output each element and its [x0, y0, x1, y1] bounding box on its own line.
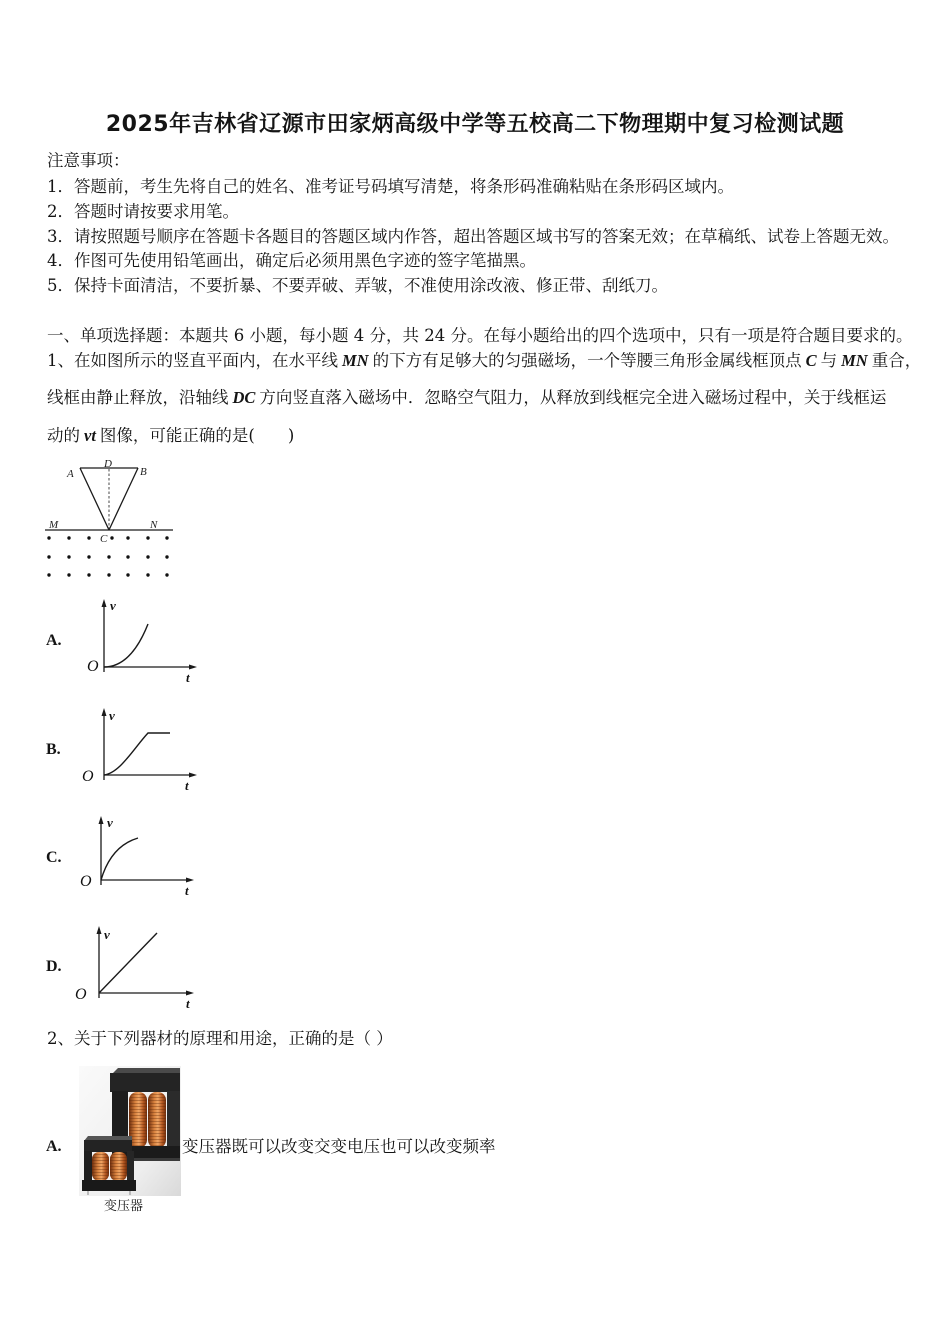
variable-mn: MN [841, 351, 868, 370]
vt-curve [101, 838, 138, 880]
magnetic-field-dots [47, 536, 168, 576]
origin-label: O [87, 658, 99, 675]
v-label: v [110, 598, 116, 613]
vt-graph-a [75, 594, 205, 688]
q1-option-b-letter: B. [46, 741, 61, 758]
notice-item-3: 3．请按照题号顺序在答题卡各题目的答题区域内作答，超出答题区域书写的答案无效；在草稿纸、试卷上答题无效。 [47, 227, 899, 246]
label-m: M [49, 519, 59, 531]
v-label: v [109, 708, 115, 723]
t-label: t [185, 883, 189, 898]
origin-label: O [82, 768, 94, 785]
stem-text: 方向竖直落入磁场中．忽略空气阻力，从释放到线框完全进入磁场过程中，关于线框运 [259, 388, 887, 407]
notice-item-5: 5．保持卡面清洁，不要折暴、不要弄破、弄皱，不准使用涂改液、修正带、刮纸刀。 [47, 276, 668, 295]
transformer-front [82, 1136, 136, 1195]
q1-option-d-letter: D. [46, 958, 62, 975]
t-axis-arrow [186, 991, 194, 996]
v-label: v [107, 815, 113, 830]
transformer-caption: 变压器 [104, 1199, 144, 1214]
triangle-edge-ac [80, 468, 109, 530]
q2-stem: 2、关于下列器材的原理和用途，正确的是（ ） [47, 1029, 393, 1048]
stem-text: 动的 [47, 426, 80, 445]
stem-text: 1、在如图所示的竖直平面内，在水平线 [47, 351, 338, 370]
stem-text: 图像，可能正确的是( ) [99, 426, 295, 445]
vt-curve [104, 624, 148, 667]
t-label: t [185, 778, 189, 793]
page-title: 2025年吉林省辽源市田家炳高级中学等五校高二下物理期中复习检测试题 [105, 112, 845, 137]
transformer-image [78, 1064, 182, 1198]
stem-text: 重合， [871, 351, 922, 370]
v-axis-arrow [97, 926, 102, 934]
t-axis-arrow [189, 665, 197, 670]
variable-dc: DC [232, 388, 256, 407]
label-a: A [67, 468, 74, 480]
vt-line [99, 933, 157, 993]
label-d: D [104, 458, 112, 470]
v-label: v [104, 927, 110, 942]
notice-item-4: 4．作图可先使用铅笔画出，确定后必须用黑色字迹的签字笔描黑。 [47, 251, 536, 270]
t-label: t [186, 996, 190, 1011]
q1-option-a-letter: A. [46, 632, 62, 649]
q1-stem-line-3 [47, 425, 294, 447]
stem-text: 的下方有足够大的匀强磁场，一个等腰三角形金属线框顶点 [372, 351, 802, 370]
q2-option-a-letter: A. [46, 1138, 62, 1155]
variable-mn: MN [342, 351, 369, 370]
stem-text: 线框由静止释放，沿轴线 [47, 388, 229, 407]
vt-graph-b [75, 703, 205, 797]
stem-text: 与 [820, 351, 838, 370]
v-axis-arrow [102, 599, 107, 607]
q1-stem-line-2 [47, 387, 886, 409]
label-b: B [140, 466, 147, 478]
triangle-edge-bc [109, 468, 138, 530]
notice-item-2: 2．答题时请按要求用笔。 [47, 202, 239, 221]
origin-label: O [80, 873, 92, 890]
variable-c: C [805, 351, 817, 370]
q1-figure [40, 455, 180, 585]
q2-option-a-text: 变压器既可以改变交变电压也可以改变频率 [182, 1137, 496, 1156]
q1-stem-line-1 [47, 350, 921, 372]
t-axis-arrow [186, 878, 194, 883]
vt-curve [104, 733, 170, 775]
section-heading: 一、单项选择题：本题共 6 小题，每小题 4 分，共 24 分。在每小题给出的四个选项中，只有一项是符合题目要求的。 [47, 326, 913, 345]
vt-graph-c [72, 810, 202, 904]
notice-item-1: 1．答题前，考生先将自己的姓名、准考证号码填写清楚，将条形码准确粘贴在条形码区域内。 [47, 177, 734, 196]
t-axis-arrow [189, 773, 197, 778]
v-axis-arrow [99, 816, 104, 824]
notice-heading: 注意事项： [47, 151, 130, 170]
v-axis-arrow [102, 708, 107, 716]
label-c: C [100, 533, 108, 545]
variable-vt: vt [84, 426, 96, 445]
origin-label: O [75, 986, 87, 1003]
label-n: N [150, 519, 158, 531]
vt-graph-d [70, 920, 202, 1014]
t-label: t [186, 670, 190, 685]
q1-option-c-letter: C. [46, 849, 62, 866]
